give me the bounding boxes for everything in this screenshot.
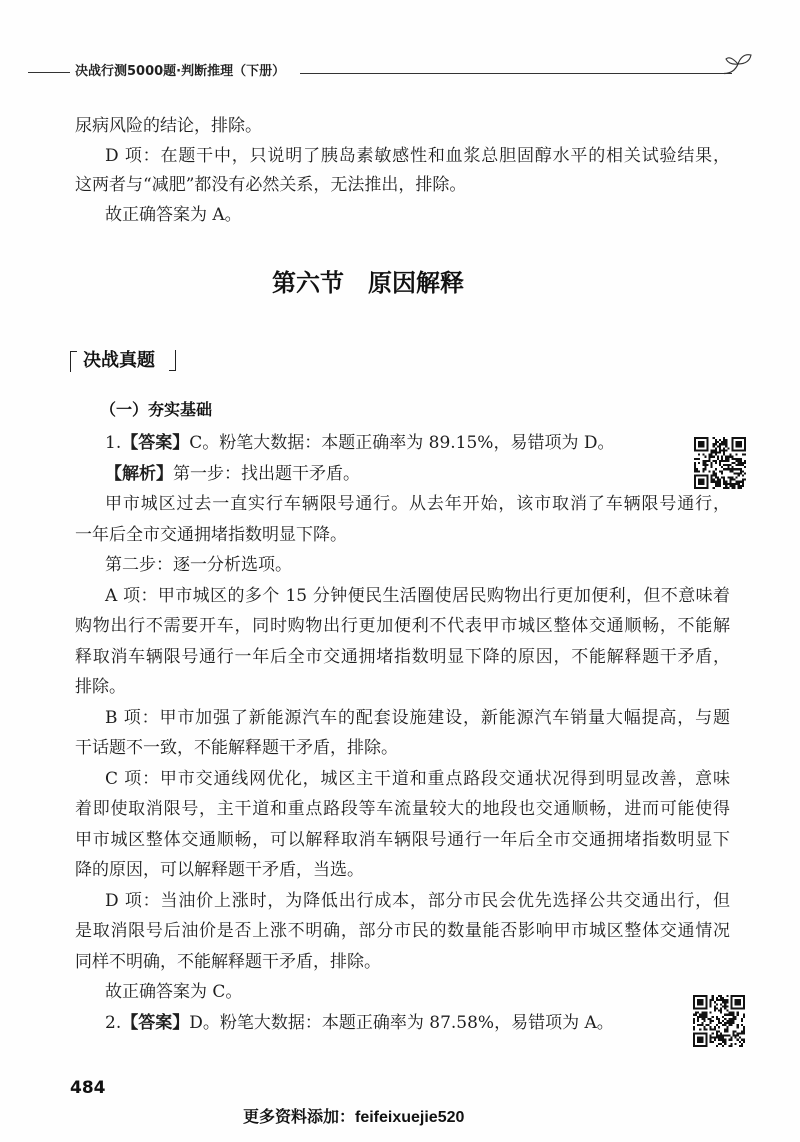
text-line: 是取消限号后油价是否上涨不明确，部分市民的数量能否影响甲市城区整体交通情况 xyxy=(75,921,730,941)
corner-bracket-left xyxy=(70,351,77,372)
text-line: 排除。 xyxy=(75,677,126,697)
question-explanations xyxy=(75,428,730,1038)
text-line: 着即使取消限号，主干道和重点路段等车流量较大的地段也交通顺畅，进而可能使得 xyxy=(75,799,730,819)
paragraph-conclusion xyxy=(75,977,730,1008)
paragraph-continued xyxy=(75,112,730,142)
paragraph-option-d-previous xyxy=(75,142,730,201)
exam-questions-label: 决战真题 xyxy=(83,350,155,371)
paragraph-option-c xyxy=(75,764,730,886)
q2-answer-line xyxy=(75,1008,730,1039)
text-line: 干话题不一致，不能解释题干矛盾，排除。 xyxy=(75,738,398,758)
question-number: 2. xyxy=(105,1012,122,1033)
question-number: 1. xyxy=(105,433,122,453)
analysis-text: 第一步：找出题干矛盾。 xyxy=(173,463,360,484)
text-line: 降的原因，可以解释题干矛盾，当选。 xyxy=(75,860,364,880)
answer-text: D。粉笔大数据：本题正确率为 87.58%，易错项为 A。 xyxy=(189,1012,614,1033)
exam-questions-heading xyxy=(70,349,176,373)
carryover-text xyxy=(75,112,730,230)
text-line: 这两者与“减肥”都没有必然关系，无法推出，排除。 xyxy=(75,175,467,195)
text-line: 故正确答案为 C。 xyxy=(105,982,243,1002)
answer-label: 【答案】 xyxy=(121,433,190,453)
answer-label: 【答案】 xyxy=(121,1012,190,1033)
paragraph-option-d xyxy=(75,886,730,978)
corner-bracket-right xyxy=(169,350,176,371)
answer-text: C。粉笔大数据：本题正确率为 89.15%，易错项为 D。 xyxy=(189,433,615,453)
text-line: 尿病风险的结论，排除。 xyxy=(75,116,262,136)
page-number: 484 xyxy=(70,1078,106,1098)
header-rule-left xyxy=(28,72,70,73)
paragraph-step-two xyxy=(75,550,730,581)
text-line: 故正确答案为 A。 xyxy=(105,204,242,225)
text-line: D 项：当油价上涨时，为降低出行成本，部分市民会优先选择公共交通出行，但 xyxy=(105,890,730,911)
analysis-label: 【解析】 xyxy=(105,463,173,484)
text-line: D 项：在题干中，只说明了胰岛素敏感性和血浆总胆固醇水平的相关试验结果， xyxy=(105,145,730,166)
qr-code-icon[interactable] xyxy=(693,995,745,1047)
q1-analysis-line xyxy=(75,459,730,490)
text-line: 一年后全市交通拥堵指数明显下降。 xyxy=(75,524,347,545)
text-line: C 项：甲市交通线网优化，城区主干道和重点路段交通状况得到明显改善，意味 xyxy=(105,768,730,789)
paragraph-option-b xyxy=(75,703,730,764)
text-line: 释取消车辆限号通行一年后全市交通拥堵指数明显下降的原因，不能解释题干矛盾， xyxy=(75,646,730,667)
qr-code-icon[interactable] xyxy=(694,437,746,489)
sprout-icon xyxy=(724,50,754,78)
text-line: 甲市城区过去一直实行车辆限号通行。从去年开始，该市取消了车辆限号通行， xyxy=(105,494,730,514)
text-line: 第二步：逐一分析选项。 xyxy=(105,555,292,575)
text-line: 甲市城区整体交通顺畅，可以解释取消车辆限号通行一年后全市交通拥堵指数明显下 xyxy=(75,829,730,850)
section-title: 第六节 原因解释 xyxy=(272,269,464,297)
running-header-title: 决战行测5000题·判断推理（下册） xyxy=(75,64,286,79)
paragraph-stem xyxy=(75,489,730,550)
subsection-heading: （一）夯实基础 xyxy=(100,400,213,419)
header-rule-right xyxy=(300,73,732,74)
text-line: B 项：甲市加强了新能源汽车的配套设施建设，新能源汽车销量大幅提高，与题 xyxy=(105,707,730,728)
paragraph-option-a xyxy=(75,581,730,703)
text-line: 购物出行不需要开车，同时购物出行更加便利不代表甲市城区整体交通顺畅，不能解 xyxy=(75,616,730,636)
paragraph-conclusion-previous xyxy=(75,201,730,231)
text-line: A 项：甲市城区的多个 15 分钟便民生活圈使居民购物出行更加便利，但不意味着 xyxy=(105,585,730,606)
q1-answer-line xyxy=(75,428,730,459)
footer-note: 更多资料添加：feifeixuejie520 xyxy=(243,1109,465,1126)
text-line: 同样不明确，不能解释题干矛盾，排除。 xyxy=(75,951,381,972)
